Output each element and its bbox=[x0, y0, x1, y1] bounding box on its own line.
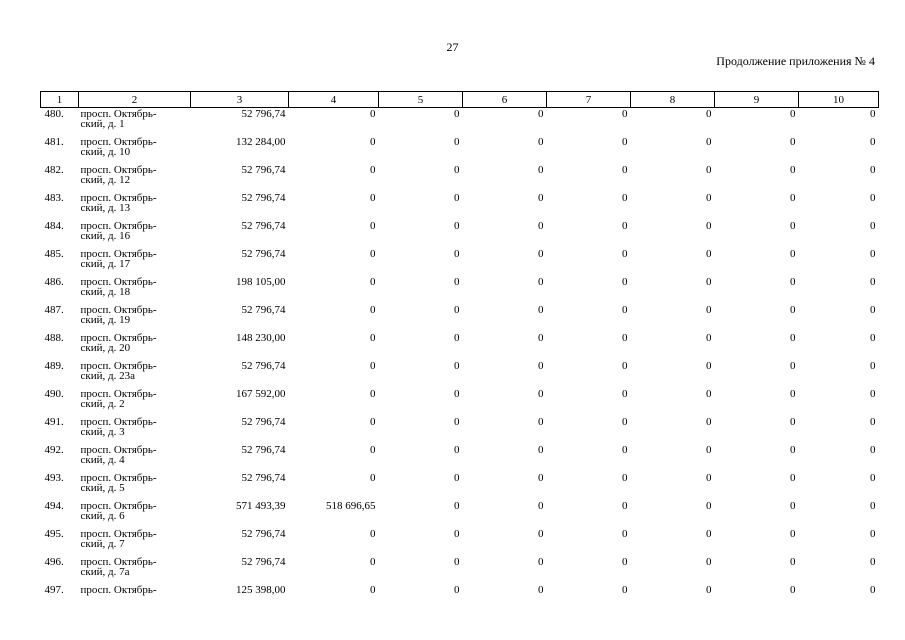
value-cell-c9: 0 bbox=[790, 555, 796, 568]
value-cell-c9: 0 bbox=[790, 387, 796, 400]
address-line-1: просп. Октябрь- bbox=[80, 583, 157, 596]
address-line-1: просп. Октябрь- bbox=[80, 303, 157, 316]
address-line-1: просп. Октябрь- bbox=[80, 443, 157, 456]
table-row bbox=[41, 164, 879, 192]
value-cell-c9: 0 bbox=[790, 108, 796, 120]
value-cell-c4: 0 bbox=[370, 219, 376, 232]
address-line-1: просп. Октябрь- bbox=[80, 555, 157, 568]
row-number: 487. bbox=[44, 303, 64, 316]
table-row bbox=[41, 556, 879, 584]
value-cell-c5: 0 bbox=[454, 471, 460, 484]
value-cell-c3: 52 796,74 bbox=[241, 359, 286, 372]
value-cell-c6: 0 bbox=[538, 527, 544, 540]
address-line-2: ский, д. 2 bbox=[80, 397, 125, 410]
value-cell-c8: 0 bbox=[706, 499, 712, 512]
address-cell bbox=[79, 444, 191, 472]
value-cell-c5: 0 bbox=[454, 135, 460, 148]
address-line-1: просп. Октябрь- bbox=[80, 108, 157, 120]
row-number: 497. bbox=[44, 583, 64, 596]
row-number: 492. bbox=[44, 443, 64, 456]
address-line-2: ский, д. 6 bbox=[80, 509, 125, 522]
value-cell-c4: 0 bbox=[370, 527, 376, 540]
value-cell-c6: 0 bbox=[538, 359, 544, 372]
column-header: 7 bbox=[547, 92, 631, 108]
value-cell-c7: 0 bbox=[622, 163, 628, 176]
value-cell-c10: 0 bbox=[870, 359, 876, 372]
value-cell-c6: 0 bbox=[538, 163, 544, 176]
address-cell bbox=[79, 556, 191, 584]
value-cell-c8: 0 bbox=[706, 191, 712, 204]
value-cell-c3: 52 796,74 bbox=[241, 191, 286, 204]
address-line-2: ский, д. 19 bbox=[80, 313, 131, 326]
value-cell-c5: 0 bbox=[454, 219, 460, 232]
row-number: 486. bbox=[44, 275, 64, 288]
table-row bbox=[41, 276, 879, 304]
column-header: 4 bbox=[289, 92, 379, 108]
value-cell-c4: 0 bbox=[370, 387, 376, 400]
address-cell bbox=[79, 276, 191, 304]
value-cell-c5: 0 bbox=[454, 191, 460, 204]
address-cell bbox=[79, 220, 191, 248]
value-cell-c4: 0 bbox=[370, 108, 376, 120]
address-cell bbox=[79, 360, 191, 388]
value-cell-c9: 0 bbox=[790, 275, 796, 288]
address-line-2: ский, д. 1 bbox=[80, 118, 125, 130]
value-cell-c7: 0 bbox=[622, 443, 628, 456]
value-cell-c10: 0 bbox=[870, 108, 876, 120]
value-cell-c6: 0 bbox=[538, 499, 544, 512]
row-number: 485. bbox=[44, 247, 64, 260]
table-row bbox=[41, 248, 879, 276]
value-cell-c6: 0 bbox=[538, 443, 544, 456]
row-number: 493. bbox=[44, 471, 64, 484]
value-cell-c5: 0 bbox=[454, 415, 460, 428]
address-line-2: ский, д. 17 bbox=[80, 257, 131, 270]
address-cell bbox=[79, 416, 191, 444]
value-cell-c5: 0 bbox=[454, 331, 460, 344]
address-line-1: просп. Октябрь- bbox=[80, 163, 157, 176]
address-line-2: ский, д. 3 bbox=[80, 425, 125, 438]
value-cell-c6: 0 bbox=[538, 583, 544, 596]
column-header: 3 bbox=[191, 92, 289, 108]
value-cell-c6: 0 bbox=[538, 415, 544, 428]
table-row bbox=[41, 500, 879, 528]
address-cell bbox=[79, 304, 191, 332]
column-header: 8 bbox=[631, 92, 715, 108]
address-line-1: просп. Октябрь- bbox=[80, 275, 157, 288]
row-number: 482. bbox=[44, 163, 64, 176]
value-cell-c8: 0 bbox=[706, 443, 712, 456]
value-cell-c3: 52 796,74 bbox=[241, 555, 286, 568]
table-header-row bbox=[41, 92, 879, 108]
value-cell-c6: 0 bbox=[538, 191, 544, 204]
table-row bbox=[41, 220, 879, 248]
appendix-table bbox=[40, 91, 879, 612]
row-number: 496. bbox=[44, 555, 64, 568]
value-cell-c3: 52 796,74 bbox=[241, 303, 286, 316]
value-cell-c7: 0 bbox=[622, 247, 628, 260]
address-cell bbox=[79, 108, 191, 136]
address-line-2: ский, д. 20 bbox=[80, 341, 131, 354]
value-cell-c4: 0 bbox=[370, 163, 376, 176]
table-row bbox=[41, 388, 879, 416]
value-cell-c9: 0 bbox=[790, 499, 796, 512]
value-cell-c9: 0 bbox=[790, 219, 796, 232]
value-cell-c10: 0 bbox=[870, 331, 876, 344]
address-cell bbox=[79, 136, 191, 164]
value-cell-c6: 0 bbox=[538, 275, 544, 288]
row-number: 494. bbox=[44, 499, 64, 512]
value-cell-c3: 52 796,74 bbox=[241, 219, 286, 232]
value-cell-c7: 0 bbox=[622, 108, 628, 120]
value-cell-c8: 0 bbox=[706, 415, 712, 428]
value-cell-c7: 0 bbox=[622, 471, 628, 484]
table-row bbox=[41, 360, 879, 388]
address-line-2: ский, д. 18 bbox=[80, 285, 131, 298]
page-number: 27 bbox=[446, 40, 459, 54]
value-cell-c8: 0 bbox=[706, 387, 712, 400]
value-cell-c6: 0 bbox=[538, 219, 544, 232]
address-cell bbox=[79, 164, 191, 192]
value-cell-c7: 0 bbox=[622, 499, 628, 512]
value-cell-c8: 0 bbox=[706, 135, 712, 148]
column-header: 6 bbox=[463, 92, 547, 108]
address-line-1: просп. Октябрь- bbox=[80, 387, 157, 400]
address-cell bbox=[79, 584, 191, 612]
value-cell-c8: 0 bbox=[706, 163, 712, 176]
address-cell bbox=[79, 332, 191, 360]
address-cell bbox=[79, 192, 191, 220]
address-line-2: ский, д. 7 bbox=[80, 537, 125, 550]
value-cell-c7: 0 bbox=[622, 275, 628, 288]
value-cell-c3: 132 284,00 bbox=[236, 135, 286, 148]
value-cell-c7: 0 bbox=[622, 191, 628, 204]
address-cell bbox=[79, 472, 191, 500]
value-cell-c10: 0 bbox=[870, 247, 876, 260]
value-cell-c5: 0 bbox=[454, 303, 460, 316]
value-cell-c6: 0 bbox=[538, 387, 544, 400]
value-cell-c10: 0 bbox=[870, 219, 876, 232]
value-cell-c10: 0 bbox=[870, 163, 876, 176]
address-line-2: ский, д. 5 bbox=[80, 481, 125, 494]
column-header: 2 bbox=[79, 92, 191, 108]
table-row bbox=[41, 528, 879, 556]
value-cell-c3: 52 796,74 bbox=[241, 163, 286, 176]
value-cell-c6: 0 bbox=[538, 331, 544, 344]
value-cell-c3: 571 493,39 bbox=[236, 499, 286, 512]
table-row bbox=[41, 332, 879, 360]
value-cell-c7: 0 bbox=[622, 303, 628, 316]
table-row bbox=[41, 136, 879, 164]
value-cell-c5: 0 bbox=[454, 555, 460, 568]
value-cell-c8: 0 bbox=[706, 331, 712, 344]
value-cell-c7: 0 bbox=[622, 359, 628, 372]
value-cell-c8: 0 bbox=[706, 275, 712, 288]
value-cell-c8: 0 bbox=[706, 471, 712, 484]
address-line-2: ский, д. 10 bbox=[80, 145, 131, 158]
value-cell-c7: 0 bbox=[622, 555, 628, 568]
address-line-1: просп. Октябрь- bbox=[80, 135, 157, 148]
value-cell-c3: 148 230,00 bbox=[236, 331, 286, 344]
row-number: 495. bbox=[44, 527, 64, 540]
value-cell-c5: 0 bbox=[454, 163, 460, 176]
value-cell-c5: 0 bbox=[454, 359, 460, 372]
address-line-1: просп. Октябрь- bbox=[80, 471, 157, 484]
value-cell-c4: 0 bbox=[370, 359, 376, 372]
value-cell-c7: 0 bbox=[622, 135, 628, 148]
value-cell-c7: 0 bbox=[622, 219, 628, 232]
value-cell-c3: 52 796,74 bbox=[241, 108, 286, 120]
value-cell-c7: 0 bbox=[622, 387, 628, 400]
row-number: 480. bbox=[44, 108, 64, 120]
address-line-2: ский, д. 23а bbox=[80, 369, 135, 382]
value-cell-c4: 0 bbox=[370, 443, 376, 456]
value-cell-c9: 0 bbox=[790, 135, 796, 148]
value-cell-c4: 0 bbox=[370, 191, 376, 204]
value-cell-c10: 0 bbox=[870, 387, 876, 400]
table-row bbox=[41, 472, 879, 500]
value-cell-c4: 0 bbox=[370, 415, 376, 428]
value-cell-c10: 0 bbox=[870, 583, 876, 596]
value-cell-c7: 0 bbox=[622, 415, 628, 428]
row-number: 490. bbox=[44, 387, 64, 400]
address-line-2: ский, д. 4 bbox=[80, 453, 125, 466]
value-cell-c6: 0 bbox=[538, 555, 544, 568]
row-number: 489. bbox=[44, 359, 64, 372]
table-row bbox=[41, 444, 879, 472]
value-cell-c9: 0 bbox=[790, 583, 796, 596]
value-cell-c4: 0 bbox=[370, 555, 376, 568]
value-cell-c4: 0 bbox=[370, 135, 376, 148]
value-cell-c10: 0 bbox=[870, 527, 876, 540]
value-cell-c5: 0 bbox=[454, 108, 460, 120]
value-cell-c5: 0 bbox=[454, 443, 460, 456]
column-header: 5 bbox=[379, 92, 463, 108]
value-cell-c4: 0 bbox=[370, 583, 376, 596]
column-header: 1 bbox=[41, 92, 79, 108]
row-number: 481. bbox=[44, 135, 64, 148]
value-cell-c8: 0 bbox=[706, 219, 712, 232]
address-cell bbox=[79, 248, 191, 276]
value-cell-c10: 0 bbox=[870, 443, 876, 456]
value-cell-c9: 0 bbox=[790, 471, 796, 484]
value-cell-c8: 0 bbox=[706, 359, 712, 372]
value-cell-c5: 0 bbox=[454, 527, 460, 540]
continuation-label: Продолжение приложения № 4 bbox=[716, 54, 875, 68]
value-cell-c6: 0 bbox=[538, 471, 544, 484]
address-cell bbox=[79, 528, 191, 556]
value-cell-c10: 0 bbox=[870, 191, 876, 204]
value-cell-c5: 0 bbox=[454, 583, 460, 596]
address-line-1: просп. Октябрь- bbox=[80, 415, 157, 428]
address-cell bbox=[79, 500, 191, 528]
value-cell-c4: 0 bbox=[370, 471, 376, 484]
value-cell-c4: 518 696,65 bbox=[326, 499, 376, 512]
value-cell-c4: 0 bbox=[370, 303, 376, 316]
value-cell-c10: 0 bbox=[870, 499, 876, 512]
value-cell-c3: 167 592,00 bbox=[236, 387, 286, 400]
value-cell-c8: 0 bbox=[706, 108, 712, 120]
table-row bbox=[41, 304, 879, 332]
value-cell-c6: 0 bbox=[538, 303, 544, 316]
row-number: 483. bbox=[44, 191, 64, 204]
address-line-1: просп. Октябрь- bbox=[80, 247, 157, 260]
address-line-1: просп. Октябрь- bbox=[80, 527, 157, 540]
table-row bbox=[41, 416, 879, 444]
value-cell-c5: 0 bbox=[454, 499, 460, 512]
value-cell-c9: 0 bbox=[790, 303, 796, 316]
column-header: 9 bbox=[715, 92, 799, 108]
value-cell-c3: 52 796,74 bbox=[241, 415, 286, 428]
address-line-1: просп. Октябрь- bbox=[80, 499, 157, 512]
value-cell-c10: 0 bbox=[870, 555, 876, 568]
value-cell-c9: 0 bbox=[790, 443, 796, 456]
value-cell-c3: 52 796,74 bbox=[241, 247, 286, 260]
row-number: 484. bbox=[44, 219, 64, 232]
address-line-1: просп. Октябрь- bbox=[80, 219, 157, 232]
value-cell-c9: 0 bbox=[790, 359, 796, 372]
value-cell-c10: 0 bbox=[870, 303, 876, 316]
value-cell-c9: 0 bbox=[790, 415, 796, 428]
value-cell-c4: 0 bbox=[370, 247, 376, 260]
address-line-2: ский, д. 12 bbox=[80, 173, 131, 186]
address-cell bbox=[79, 388, 191, 416]
value-cell-c5: 0 bbox=[454, 275, 460, 288]
table-row bbox=[41, 192, 879, 220]
value-cell-c7: 0 bbox=[622, 527, 628, 540]
address-line-1: просп. Октябрь- bbox=[80, 191, 157, 204]
column-header: 10 bbox=[799, 92, 879, 108]
value-cell-c9: 0 bbox=[790, 191, 796, 204]
value-cell-c3: 125 398,00 bbox=[236, 583, 286, 596]
table-row bbox=[41, 584, 879, 612]
value-cell-c9: 0 bbox=[790, 331, 796, 344]
value-cell-c3: 52 796,74 bbox=[241, 527, 286, 540]
value-cell-c8: 0 bbox=[706, 303, 712, 316]
value-cell-c10: 0 bbox=[870, 471, 876, 484]
value-cell-c3: 52 796,74 bbox=[241, 471, 286, 484]
value-cell-c10: 0 bbox=[870, 415, 876, 428]
value-cell-c10: 0 bbox=[870, 275, 876, 288]
value-cell-c7: 0 bbox=[622, 331, 628, 344]
value-cell-c9: 0 bbox=[790, 527, 796, 540]
row-number: 491. bbox=[44, 415, 64, 428]
value-cell-c6: 0 bbox=[538, 247, 544, 260]
value-cell-c8: 0 bbox=[706, 555, 712, 568]
value-cell-c9: 0 bbox=[790, 163, 796, 176]
address-line-2: ский, д. 16 bbox=[80, 229, 131, 242]
value-cell-c3: 52 796,74 bbox=[241, 443, 286, 456]
value-cell-c10: 0 bbox=[870, 135, 876, 148]
address-line-2: ский, д. 13 bbox=[80, 201, 131, 214]
address-line-1: просп. Октябрь- bbox=[80, 331, 157, 344]
value-cell-c3: 198 105,00 bbox=[236, 275, 286, 288]
value-cell-c5: 0 bbox=[454, 387, 460, 400]
value-cell-c5: 0 bbox=[454, 247, 460, 260]
value-cell-c6: 0 bbox=[538, 135, 544, 148]
value-cell-c7: 0 bbox=[622, 583, 628, 596]
value-cell-c4: 0 bbox=[370, 331, 376, 344]
value-cell-c6: 0 bbox=[538, 108, 544, 120]
value-cell-c8: 0 bbox=[706, 247, 712, 260]
value-cell-c4: 0 bbox=[370, 275, 376, 288]
value-cell-c8: 0 bbox=[706, 527, 712, 540]
row-number: 488. bbox=[44, 331, 64, 344]
table-row bbox=[41, 108, 879, 136]
value-cell-c9: 0 bbox=[790, 247, 796, 260]
value-cell-c8: 0 bbox=[706, 583, 712, 596]
address-line-2: ский, д. 7а bbox=[80, 565, 130, 578]
address-line-1: просп. Октябрь- bbox=[80, 359, 157, 372]
